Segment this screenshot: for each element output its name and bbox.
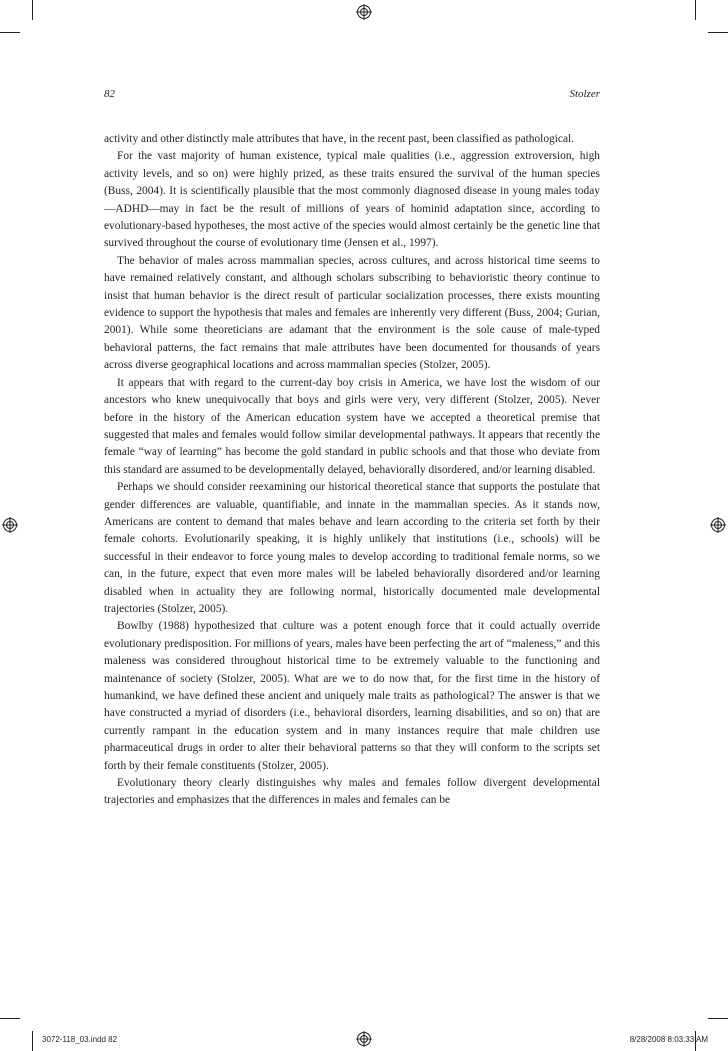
crop-mark-bottom-right-h — [708, 1018, 728, 1019]
paragraph: Bowlby (1988) hypothesized that culture was a potent enough force that it could actually override evolutionary predisposition. For millions of years, males have been perfecting the art of “maleness,” and this maleness was considered throughout historical time to be extremely valuable to the functioning and maintenance of society (Stolzer, 2005). What are we to do now that, for the first time in the history of humankind, we have defined these ancient and uniquely male traits as pathological? The answer is that we have constructed a myriad of disorders (i.e., behavioral disorders, learning disabilities, and so on) that are currently rampant in the education system and in many instances require that male children use pharmaceutical drugs in order to alter their behavioral patterns so that they will conform to the scripts set forth by their female constituents (Stolzer, 2005). — [104, 620, 600, 772]
registration-mark-right-icon — [710, 517, 726, 533]
registration-mark-left-icon — [2, 517, 18, 533]
running-head-author: Stolzer — [569, 88, 600, 100]
registration-mark-top-icon — [356, 4, 372, 20]
paragraph: activity and other distinctly male attributes that have, in the recent past, been classified as pathological. — [104, 133, 575, 145]
crop-mark-bottom-left-v — [32, 1031, 33, 1051]
crop-mark-top-left-h — [0, 32, 20, 33]
crop-mark-top-left-v — [32, 0, 33, 20]
body-text — [104, 131, 600, 810]
crop-mark-bottom-left-h — [0, 1018, 20, 1019]
registration-mark-bottom-icon — [356, 1031, 372, 1047]
running-header — [104, 88, 600, 104]
paragraph: Perhaps we should consider reexamining our historical theoretical stance that supports the postulate that gender differences are valuable, quantifiable, and innate in the mammalian species. As it stands now, Americans are content to demand that males behave and learn according to the criteria set forth by their female cohorts. Evolutionarily speaking, it is highly unlikely that institutions (i.e., schools) will be successful in their endeavor to force young males to develop according to traditional female norms, so we can, in the future, expect that even more males will be labeled behaviorally disordered and/or learning disabled when in actuality they are following normal, historically documented male developmental trajectories (Stolzer, 2005). — [104, 481, 600, 615]
slug-datetime: 8/28/2008 8:03:33 AM — [629, 1035, 708, 1044]
slug-filename: 3072-118_03.indd 82 — [42, 1035, 118, 1044]
page-number: 82 — [104, 88, 115, 100]
crop-mark-top-right-h — [708, 32, 728, 33]
paragraph: Evolutionary theory clearly distinguishes why males and females follow divergent developmental trajectories and emphasizes that the differences in males and females can be — [104, 777, 600, 807]
paragraph: The behavior of males across mammalian species, across cultures, and across historical time seems to have remained relatively constant, and although scholars subscribing to behavioristic theory continue to insist that human behavior is the direct result of particular socialization processes, there exists mounting evidence to support the hypothesis that males and females are inherently very different (Buss, 2004; Gurian, 2001). While some theoreticians are adamant that the environment is the sole cause of male-typed behavioral patterns, the fact remains that male attributes have been documented for thousands of years across diverse geographical locations and across mammalian species (Stolzer, 2005). — [104, 254, 600, 372]
paragraph: For the vast majority of human existence, typical male qualities (i.e., aggression extroversion, high activity levels, and so on) were highly prized, as these traits ensured the survival of the human species (Buss, 2004). It is scientifically plausible that the most commonly diagnosed disease in young males today—ADHD—may in fact be the result of millions of years of hominid adaptation since, according to evolutionary-based hypotheses, the most active of the species would almost certainly be the genetic line that survived throughout the course of evolutionary time (Jensen et al., 1997). — [104, 150, 600, 250]
crop-mark-top-right-v — [695, 0, 696, 20]
paragraph: It appears that with regard to the current-day boy crisis in America, we have lost the wisdom of our ancestors who knew unequivocally that boys and girls were very, very different (Stolzer, 2005). Never before in the history of the American education system have we accepted a theoretical premise that suggested that males and females would follow similar developmental pathways. It appears that recently the female “way of learning” has become the gold standard in public schools and that those who deviate from this standard are assumed to be developmentally delayed, behaviorally disordered, and/or learning disabled. — [104, 376, 600, 476]
